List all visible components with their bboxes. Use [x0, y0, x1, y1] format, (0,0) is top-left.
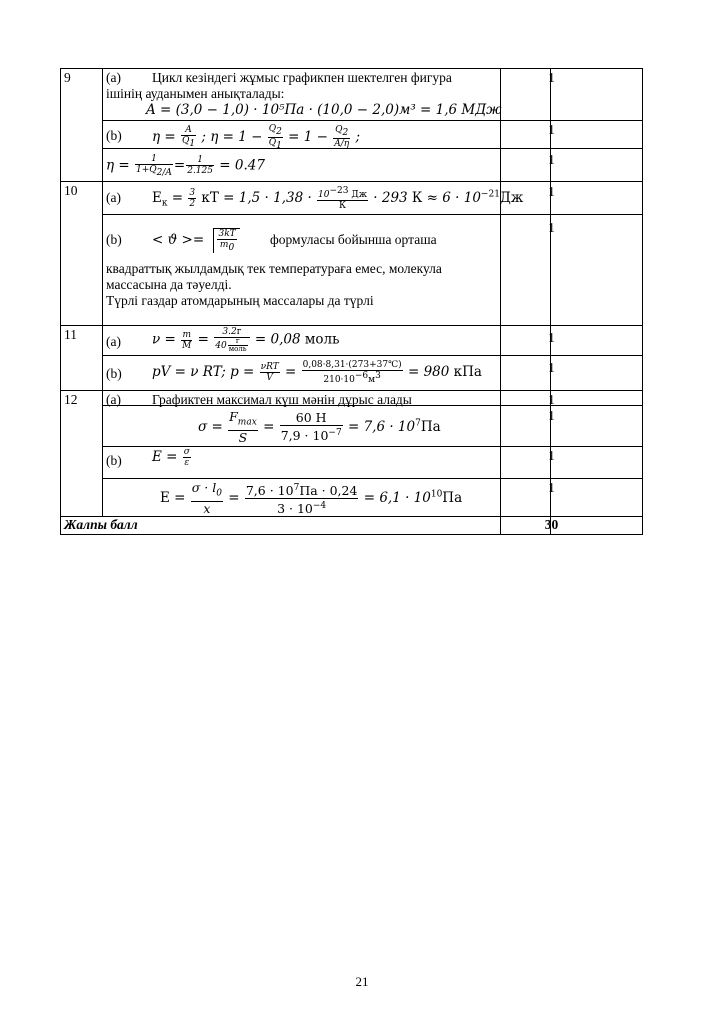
total-score: 30: [544, 517, 559, 532]
col-divider: [642, 68, 643, 535]
score: 1: [548, 448, 555, 463]
question-number: 12: [64, 392, 78, 407]
answer-formula: ν = $\frac{m}{M}$ = 3.2г 40 $\frac{г}{\text{моль}}$ = 0,08 моль: [152, 327, 340, 353]
part-label: (b): [106, 128, 122, 143]
score: 1: [548, 392, 555, 407]
part-label: (a): [106, 334, 121, 349]
part-label: (b): [106, 232, 122, 247]
score: 1: [548, 220, 555, 235]
score: 1: [548, 152, 555, 167]
answer-formula: A = (3,0 − 1,0) · 10⁵Па · (10,0 − 2,0)м³ = 1,6 МДж: [146, 102, 502, 118]
answer-text: квадраттық жылдамдық тек температураға емес, молекула: [106, 261, 442, 276]
part-label: (a): [106, 392, 121, 407]
answer-formula: E = $\frac{\sigma \cdot l_0}{x}$ = $\frac{7,6 \cdot 10^7Па \cdot 0,24}{3 \cdot 10^{-4}}$ = $6,1 \cdot 10^{10}Па$: [160, 480, 463, 517]
marking-scheme-table: [60, 68, 643, 535]
part-label: (a): [106, 70, 121, 85]
answer-text: формуласы бойынша орташа: [270, 232, 437, 247]
row-divider: [60, 534, 643, 535]
part-label: (b): [106, 453, 122, 468]
answer-text: Графиктен максимал күш мәнін дұрыс алады: [152, 392, 412, 407]
answer-text: Түрлі газдар атомдарының массалары да түрлі: [106, 293, 374, 308]
row-divider: [60, 181, 643, 182]
score: 1: [548, 70, 555, 85]
answer-formula: pV = ν RT; p = $\frac{\text{νRT}}{V}$ = $\frac{0,08\cdot 8,31\cdot(273+37℃)}{210\cdot 10-6м3}$ = 980 кПа: [152, 360, 482, 385]
score: 1: [548, 360, 555, 375]
answer-text: ішінің ауданымен анықталады:: [106, 86, 285, 101]
col-divider: [60, 68, 61, 535]
subrow-divider: [102, 120, 643, 121]
question-number: 9: [64, 70, 71, 85]
row-divider: [60, 325, 643, 326]
row-divider: [60, 68, 643, 69]
answer-formula: < ϑ >= $\frac{3kT}{m0}$: [152, 228, 240, 253]
answer-text: Цикл кезіндегі жұмыс графикпен шектелген фигура: [152, 70, 452, 85]
subrow-divider: [102, 355, 643, 356]
col-divider: [500, 68, 501, 535]
score: 1: [548, 330, 555, 345]
answer-formula: $E_к$ = $\frac{3}{2}$ кТ = 1,5 · 1,38 · $\frac{10-23 Дж}{К}$ · 293 $К \approx 6 \cdot 10^{-21}Дж$: [152, 186, 524, 211]
col-divider: [550, 68, 551, 535]
question-number: 11: [64, 327, 77, 342]
part-label: (b): [106, 366, 122, 381]
question-number: 10: [64, 183, 78, 198]
answer-formula: η = $\frac{A}{Q1}$ ; η = 1 − $\frac{Q2}{Q1}$ = 1 − $\frac{Q2}{A/\eta}$ ;: [152, 124, 361, 151]
total-label: Жалпы балл: [64, 517, 138, 532]
subrow-divider: [102, 214, 643, 215]
part-label: (a): [106, 190, 121, 205]
score: 1: [548, 184, 555, 199]
score: 1: [548, 122, 555, 137]
answer-formula: E = $\frac{\sigma}{\varepsilon}$: [152, 447, 190, 468]
subrow-divider: [102, 478, 643, 479]
col-divider: [102, 68, 103, 516]
page-number: 21: [355, 974, 369, 989]
answer-formula: η = $\frac{1}{1+Q2/A}$ = $\frac{1}{2.125}$ = 0.47: [106, 154, 265, 178]
score: 1: [548, 408, 555, 423]
answer-text: массасына да тәуелді.: [106, 277, 232, 292]
answer-formula: σ = $\frac{F_{max}}{S}$ = $\frac{60 Н}{7,9 \cdot 10^{-7}}$ = $7,6 \cdot 10^7Па$: [198, 409, 441, 445]
row-divider: [60, 390, 643, 391]
score: 1: [548, 480, 555, 495]
